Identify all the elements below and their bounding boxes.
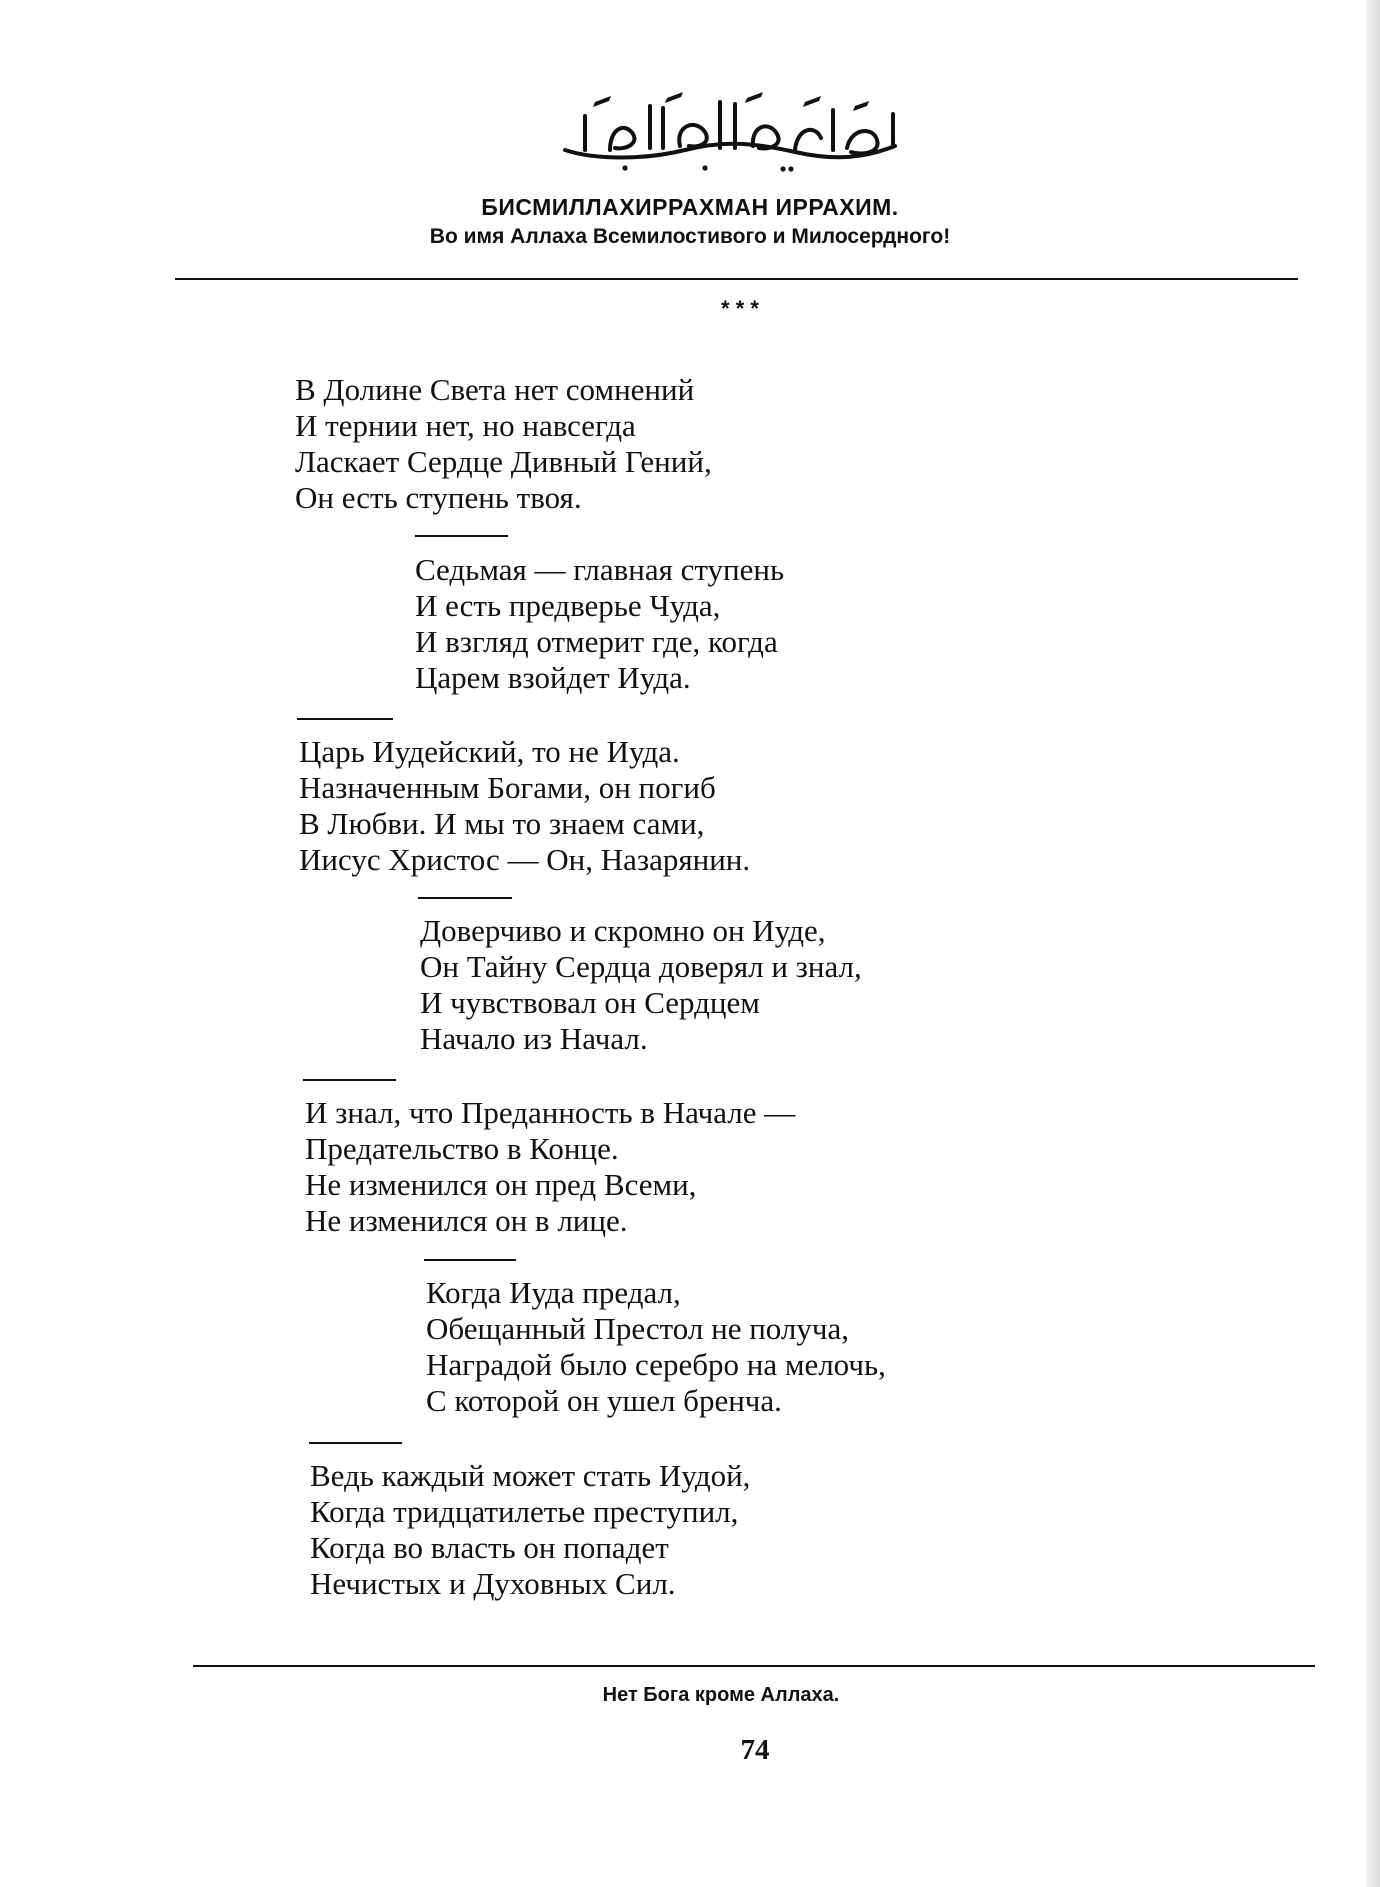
header-subtitle: Во имя Аллаха Всемилостивого и Милосердного!	[429, 225, 951, 248]
poem-line: Когда Иуда предал,	[426, 1275, 681, 1310]
header-rule	[175, 278, 1298, 280]
page-edge-shadow	[1366, 0, 1380, 1887]
poem-line: Ведь каждый может стать Иудой,	[310, 1458, 751, 1493]
poem-line: Предательство в Конце.	[305, 1131, 619, 1166]
stanza-4	[420, 913, 862, 1057]
stanza-separator	[297, 718, 393, 720]
footer-text: Нет Бога кроме Аллаха.	[602, 1684, 840, 1706]
poem-line: Седьмая — главная ступень	[415, 552, 785, 587]
poem-line: Обещанный Престол не получа,	[426, 1311, 849, 1346]
poem-line: Когда во власть он попадет	[310, 1530, 669, 1565]
poem-line: Назначенным Богами, он погиб	[299, 770, 716, 805]
stanza-7	[310, 1458, 750, 1602]
poem-line: И знал, что Преданность в Начале —	[305, 1095, 796, 1130]
stanza-separator	[424, 1259, 516, 1261]
poem-line: Иисус Христос — Он, Назарянин.	[299, 842, 751, 877]
stanza-separator	[415, 535, 508, 537]
header-title: БИСМИЛЛАХИРРАХМАН ИРРАХИМ.	[481, 194, 899, 220]
poem-line: И есть предверье Чуда,	[415, 588, 721, 623]
poem-line: Царь Иудейский, то не Иуда.	[299, 734, 680, 769]
poem-line: И тернии нет, но навсегда	[295, 408, 636, 443]
stanza-5	[305, 1095, 795, 1239]
poem-line: Когда тридцатилетье преступил,	[310, 1494, 739, 1529]
poem-line: Нечистых и Духовных Сил.	[310, 1566, 676, 1601]
footer-rule	[193, 1665, 1315, 1667]
poem-line: И чувствовал он Сердцем	[420, 985, 760, 1020]
poem-line: Не изменился он в лице.	[305, 1203, 628, 1238]
stanza-6	[426, 1275, 886, 1419]
bismillah-calligraphy	[555, 88, 905, 176]
poem-line: Царем взойдет Иуда.	[415, 660, 691, 695]
poem-line: И взгляд отмерит где, когда	[415, 624, 778, 659]
stanza-separator	[418, 897, 512, 899]
poem-line: Он есть ступень твоя.	[295, 480, 582, 515]
poem-line: Не изменился он пред Всеми,	[305, 1167, 697, 1202]
stanza-2	[415, 552, 784, 696]
poem-line: Ласкает Сердце Дивный Гений,	[295, 444, 712, 479]
stanza-separator	[303, 1079, 396, 1081]
poem-line: Доверчиво и скромно он Иуде,	[420, 913, 826, 948]
poem-line: Он Тайну Сердца доверял и знал,	[420, 949, 862, 984]
section-asterisks: * * *	[721, 296, 759, 321]
poem-line: В Долине Света нет сомнений	[295, 372, 695, 407]
page-number: 74	[740, 1734, 770, 1766]
poem-line: В Любви. И мы то знаем сами,	[299, 806, 705, 841]
stanza-3	[299, 734, 750, 878]
poem-line: Начало из Начал.	[420, 1021, 648, 1056]
stanza-1	[295, 372, 712, 516]
poem-line: С которой он ушел бренча.	[426, 1383, 782, 1418]
stanza-separator	[309, 1442, 402, 1444]
poem-line: Наградой было серебро на мелочь,	[426, 1347, 886, 1382]
